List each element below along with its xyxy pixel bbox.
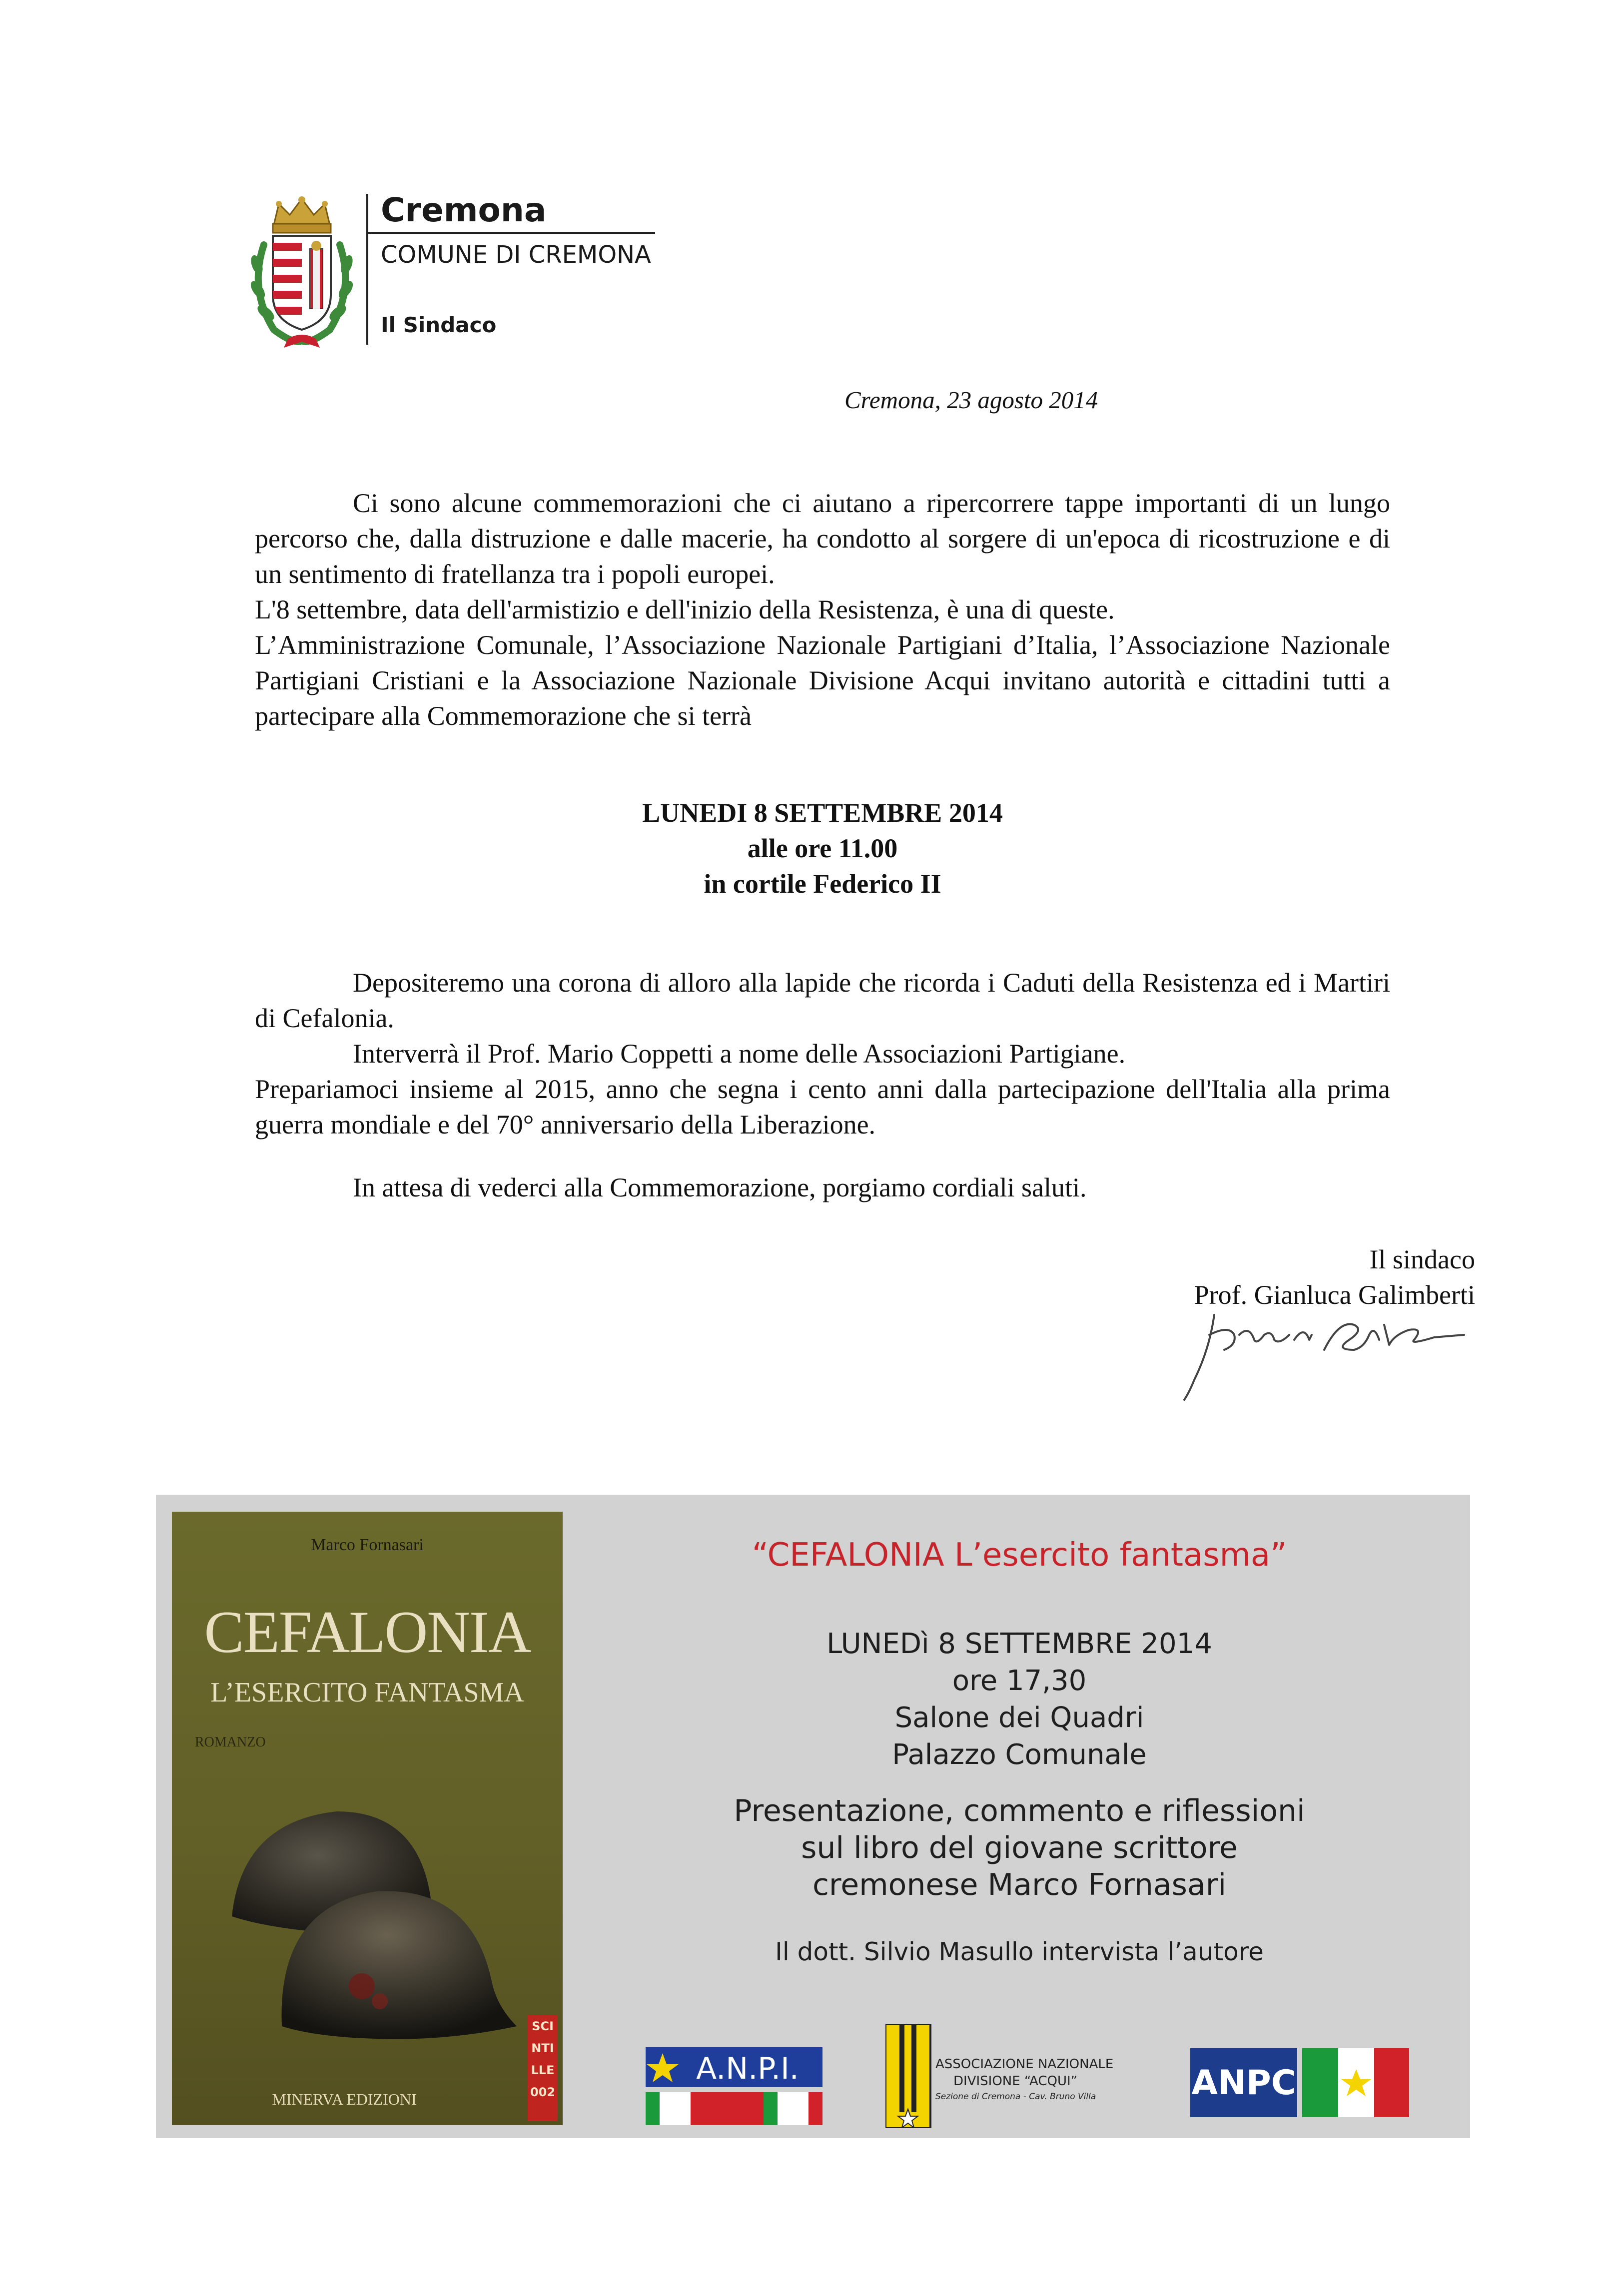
body-line-2: Interverrà il Prof. Mario Coppetti a nome delle Associazioni Partigiane. bbox=[353, 1039, 1126, 1069]
book-series-label bbox=[528, 2015, 558, 2121]
banner-building: Palazzo Comunale bbox=[892, 1738, 1147, 1771]
anpc-logo-text: ANPC bbox=[1191, 2063, 1296, 2103]
body-line-3: Prepariamoci insieme al 2015, anno che segna i cento anni dalla partecipazione dell'Italia alla prima guerra mondiale e del 70° anniversario della Liberazione. bbox=[255, 1074, 1390, 1140]
letterhead-vertical-rule bbox=[366, 194, 368, 345]
book-subtitle: L’ESERCITO FANTASMA bbox=[210, 1677, 524, 1708]
body-paragraph bbox=[255, 965, 1390, 1143]
closing-paragraph bbox=[255, 1170, 1390, 1205]
banner-desc-line: sul libro del giovane scrittore bbox=[801, 1830, 1238, 1865]
anpc-logo bbox=[1190, 2048, 1409, 2117]
anpi-logo-text: A.N.P.I. bbox=[696, 2051, 799, 2086]
acqui-logo bbox=[885, 2024, 1120, 2128]
banner-desc-line: cremonese Marco Fornasari bbox=[812, 1867, 1227, 1902]
book-publisher: MINERVA EDIZIONI bbox=[272, 2090, 417, 2108]
handwritten-signature bbox=[1174, 1305, 1469, 1405]
book-author: Marco Fornasari bbox=[311, 1536, 424, 1554]
intro-line-2: L'8 settembre, data dell'armistizio e dell'inizio della Resistenza, è una di queste. bbox=[255, 594, 1115, 624]
letterhead-comune: COMUNE DI CREMONA bbox=[381, 241, 651, 269]
intro-paragraph bbox=[255, 486, 1390, 734]
banner-date: LUNEDì 8 SETTEMBRE 2014 bbox=[826, 1628, 1212, 1660]
signature-block bbox=[1194, 1242, 1475, 1313]
intro-line-3: L’Amministrazione Comunale, l’Associazione Nazionale Partigiani d’Italia, l’Associazione Nazionale Partigiani Cristiani e la Associazione Nazionale Divisione Acqui invitano autorità e cittadini tutti a partecipare alla Commemorazione che si terrà bbox=[255, 630, 1390, 731]
book-series-line: LLE bbox=[531, 2063, 555, 2077]
banner-desc-line: Presentazione, commento e riflessioni bbox=[734, 1793, 1305, 1828]
book-genre: ROMANZO bbox=[195, 1734, 266, 1750]
banner-interview: Il dott. Silvio Masullo intervista l’autore bbox=[775, 1937, 1264, 1966]
book-title: CEFALONIA bbox=[204, 1599, 531, 1665]
banner-time: ore 17,30 bbox=[952, 1665, 1087, 1697]
book-cover bbox=[172, 1512, 563, 2125]
closing-line: In attesa di vederci alla Commemorazione, porgiamo cordiali saluti. bbox=[353, 1172, 1087, 1202]
intro-line-1: Ci sono alcune commemorazioni che ci aiutano a ripercorrere tappe importanti di un lungo percorso che, dalla distruzione e dalle macerie, ha condotto al sorgere di un'epoca di ricostruzione e di un sentimento di fratellanza tra i popoli europei. bbox=[255, 488, 1390, 589]
book-series-line: 002 bbox=[530, 2085, 556, 2099]
acqui-line-2: DIVISIONE “ACQUI” bbox=[953, 2074, 1078, 2089]
event-time: alle ore 11.00 bbox=[747, 833, 898, 863]
banner-event-info bbox=[590, 1626, 1449, 1773]
letterhead-horizontal-rule bbox=[366, 232, 655, 234]
event-date: LUNEDI 8 SETTEMBRE 2014 bbox=[642, 798, 1003, 828]
banner-room: Salone dei Quadri bbox=[894, 1702, 1144, 1734]
acqui-line-1: ASSOCIAZIONE NAZIONALE bbox=[935, 2057, 1114, 2072]
book-series-line: NTI bbox=[531, 2041, 554, 2055]
letter-date: Cremona, 23 agosto 2014 bbox=[844, 386, 1098, 414]
anpi-logo bbox=[646, 2047, 822, 2125]
body-line-1: Depositeremo una corona di alloro alla lapide che ricorda i Caduti della Resistenza ed i Martiri di Cefalonia. bbox=[255, 968, 1390, 1033]
helmets-illustration-icon bbox=[212, 1791, 532, 2071]
banner-title: “CEFALONIA L’esercito fantasma” bbox=[752, 1537, 1287, 1574]
event-details bbox=[255, 795, 1390, 902]
signature-role: Il sindaco bbox=[1369, 1244, 1475, 1274]
acqui-line-3: Sezione di Cremona - Cav. Bruno Villa bbox=[935, 2092, 1096, 2102]
letterhead-city: Cremona bbox=[381, 191, 547, 229]
signature-name: Prof. Gianluca Galimberti bbox=[1194, 1280, 1475, 1310]
letterhead-office: Il Sindaco bbox=[381, 313, 497, 337]
book-series-line: SCI bbox=[532, 2019, 554, 2033]
cremona-coat-of-arms-icon bbox=[244, 195, 360, 350]
banner-description bbox=[590, 1792, 1449, 1903]
event-place: in cortile Federico II bbox=[704, 869, 941, 899]
